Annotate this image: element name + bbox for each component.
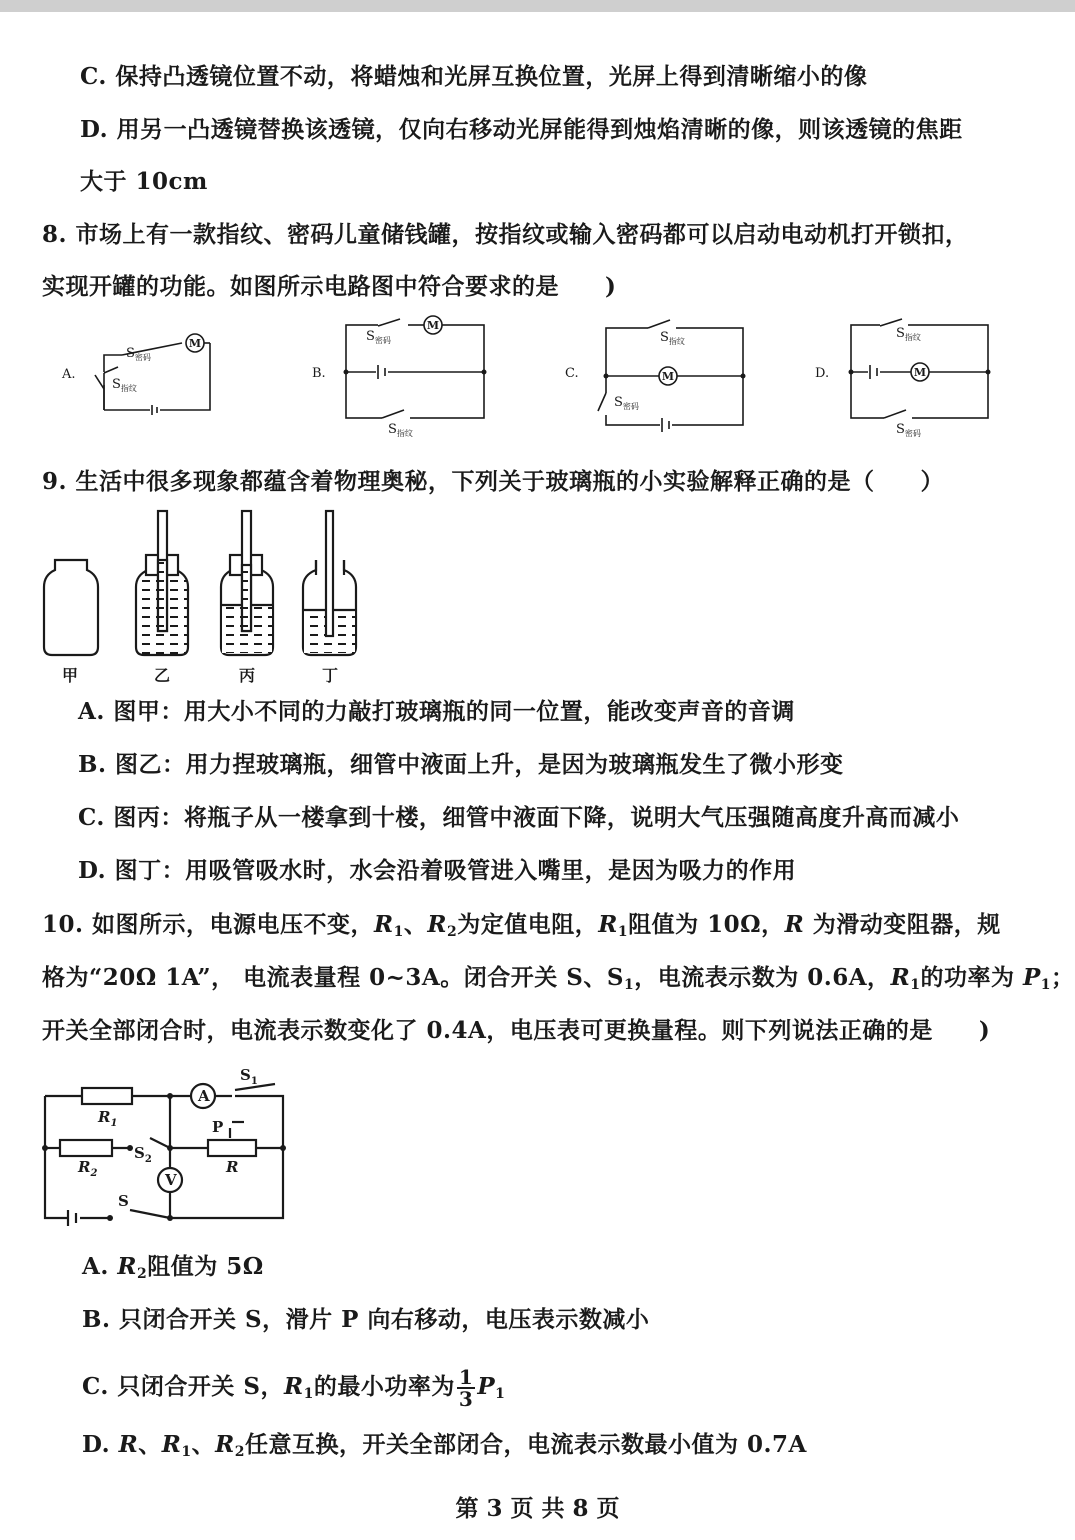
q9-stem: 9. 生活中很多现象都蕴含着物理奥秘，下列关于玻璃瓶的小实验解释正确的是（ ） [42, 468, 945, 495]
circuit-label-c: C. [565, 366, 579, 381]
page-footer: 第 3 页 共 8 页 [455, 1495, 620, 1522]
q9-option-d: D. 图丁：用吸管吸水时，水会沿着吸管进入嘴里，是因为吸力的作用 [78, 857, 797, 884]
q10-option-b: B. 只闭合开关 S，滑片 P 向右移动，电压表示数减小 [82, 1306, 650, 1333]
svg-text:R: R [226, 1158, 239, 1176]
q9-option-a: A. 图甲：用大小不同的力敲打玻璃瓶的同一位置，能改变声音的音调 [78, 698, 795, 725]
q10-circuit-diagram [0, 1060, 320, 1230]
svg-text:S: S [118, 1192, 129, 1210]
q8-stem-line1: 8. 市场上有一款指纹、密码儿童储钱罐，按指纹或输入密码都可以启动电动机打开锁扣， [42, 221, 969, 248]
svg-text:S指纹: $S_{指纹}$ [660, 330, 685, 346]
voltmeter-symbol: V [165, 1171, 177, 1189]
q7-option-d-line2: 大于 10cm [80, 168, 208, 195]
motor-b: M [426, 319, 440, 332]
circuit-label-b: B. [312, 366, 326, 381]
ammeter-symbol: A [198, 1087, 210, 1105]
q8-circuit-diagrams [0, 315, 1075, 445]
circuit-label-a: A. [62, 367, 76, 382]
q7-option-c: C. 保持凸透镜位置不动，将蜡烛和光屏互换位置，光屏上得到清晰缩小的像 [80, 63, 868, 90]
svg-text:S密码: $S_{密码}$ [126, 346, 151, 362]
svg-text:S1: $S_1$ [240, 1066, 258, 1087]
label-jia: 甲 [61, 666, 79, 685]
circuit-label-d: D. [815, 366, 830, 381]
q10-stem-line3: 开关全部闭合时，电流表示数变化了 0.4A，电压表可更换量程。则下列说法正确的是 ) [42, 1017, 991, 1044]
q9-bottle-figures [0, 505, 400, 690]
q9-option-c: C. 图丙：将瓶子从一楼拿到十楼，细管中液面下降，说明大气压强随高度升高而减小 [78, 804, 960, 831]
resistor-r2 [60, 1140, 112, 1156]
bottle-jia [44, 560, 98, 655]
q10-option-d: D. R、$R_1$、$R_2$任意互换，开关全部闭合，电流表示数最小值为 0.7A [82, 1431, 807, 1460]
fraction-one-third: $\frac{1}{3}$ [458, 1365, 474, 1411]
q7-option-d-line1: D. 用另一凸透镜替换该透镜，仅向右移动光屏能得到烛焰清晰的像，则该透镜的焦距 [80, 116, 963, 143]
motor-c: M [661, 370, 675, 383]
svg-text:S密码: $S_{密码}$ [366, 329, 391, 345]
svg-text:R1: $R_1$ [98, 1108, 118, 1129]
q8-stem-line2: 实现开罐的功能。如图所示电路图中符合要求的是 ) [42, 273, 617, 300]
motor-a: M [188, 337, 202, 350]
svg-text:R2: $R_2$ [78, 1158, 98, 1179]
q10-option-a: A. $R_2$阻值为 5Ω [82, 1253, 264, 1282]
q10-option-c: C. 只闭合开关 S，$R_1$的最小功率为 $\frac{1}{3}$ $P_1$ [82, 1365, 506, 1411]
svg-text:S指纹: $S_{指纹}$ [896, 326, 921, 342]
rheostat-r [208, 1140, 256, 1156]
svg-text:S指纹: $S_{指纹}$ [388, 422, 413, 438]
resistor-r1 [82, 1088, 132, 1104]
label-bing: 丙 [238, 666, 256, 685]
label-ding: 丁 [321, 666, 339, 685]
svg-text:S指纹: $S_{指纹}$ [112, 377, 137, 393]
q10-stem-line1: 10. 如图所示，电源电压不变，$R_1$、$R_2$为定值电阻，$R_1$阻值为 10Ω，R 为滑动变阻器，规 [42, 911, 1001, 940]
scan-top-edge [0, 0, 1075, 12]
svg-text:S密码: $S_{密码}$ [614, 395, 639, 411]
svg-text:S2: $S_2$ [134, 1144, 152, 1165]
svg-text:S密码: $S_{密码}$ [896, 422, 921, 438]
label-yi: 乙 [153, 666, 171, 685]
q10-stem-line2: 格为“20Ω 1A”， 电流表量程 0~3A。闭合开关 S、$S_1$，电流表示数为 0.6A，$R_1$的功率为 $P_1$； [42, 964, 1075, 993]
svg-text:P: P [212, 1118, 224, 1136]
motor-d: M [913, 366, 927, 379]
q9-option-b: B. 图乙：用力捏玻璃瓶，细管中液面上升，是因为玻璃瓶发生了微小形变 [78, 751, 844, 778]
